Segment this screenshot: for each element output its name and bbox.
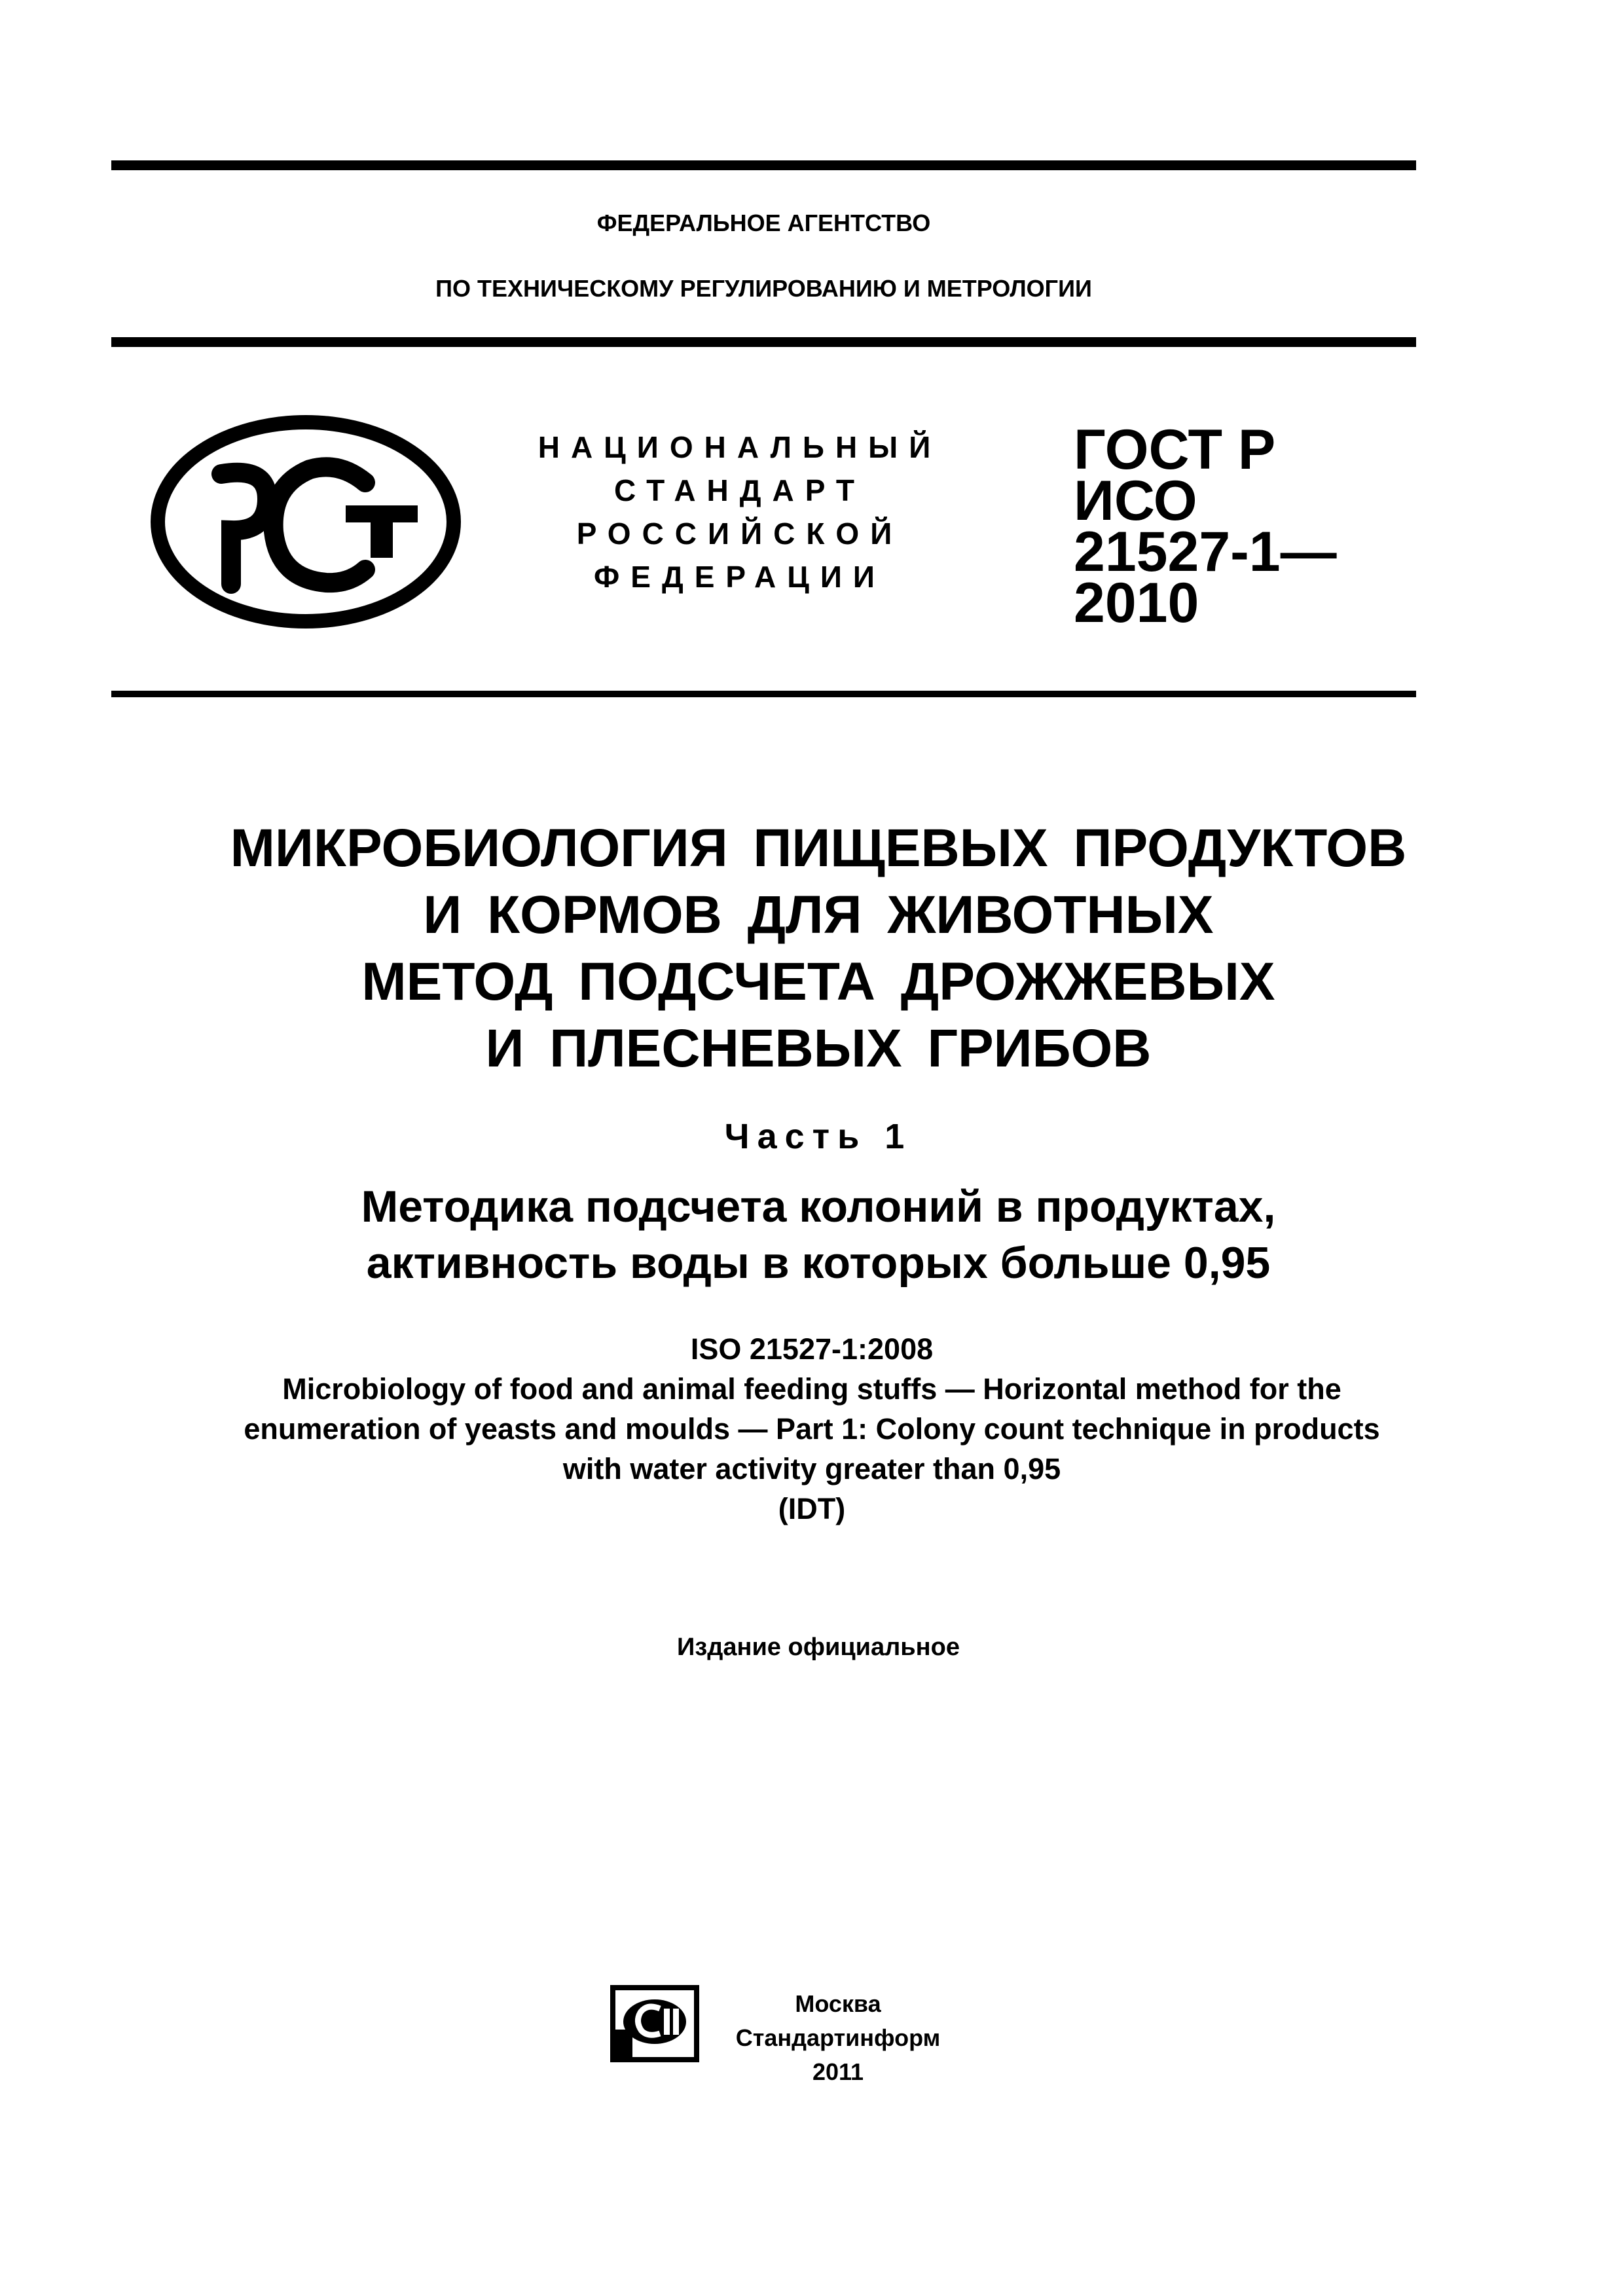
edition-note: Издание официальное [677, 1633, 960, 1661]
gost-number [1074, 418, 1414, 634]
iso-reference [98, 1329, 1525, 1529]
title-line: И КОРМОВ ДЛЯ ЖИВОТНЫХ [423, 885, 1214, 945]
agency-line-1: ФЕДЕРАЛЬНОЕ АГЕНТСТВО [596, 210, 931, 236]
national-standard-line: РОССИЙСКОЙ [576, 517, 903, 551]
publisher-city: Москва [795, 1990, 881, 2017]
national-standard-label [511, 426, 969, 598]
standartinform-logo [609, 1984, 701, 2064]
part-label: Часть 1 [724, 1117, 913, 1156]
national-standard-line: СТАНДАРТ [614, 473, 866, 507]
pct-logo [149, 414, 462, 630]
title-line: МЕТОД ПОДСЧЕТА ДРОЖЖЕВЫХ [361, 952, 1275, 1011]
document-subtitle-ru [111, 1178, 1525, 1291]
national-standard-line: ФЕДЕРАЦИИ [594, 560, 886, 594]
agency-line-2: ПО ТЕХНИЧЕСКОМУ РЕГУЛИРОВАНИЮ И МЕТРОЛОГИИ [435, 275, 1092, 302]
iso-title-line: Microbiology of food and animal feeding stuffs — Horizontal method for the [282, 1372, 1341, 1406]
publisher-year: 2011 [812, 2058, 864, 2085]
iso-title-line: with water activity greater than 0,95 [562, 1452, 1061, 1485]
subtitle-line: активность воды в которых больше 0,95 [366, 1238, 1271, 1288]
national-standard-line: НАЦИОНАЛЬНЫЙ [538, 430, 942, 464]
publisher-name: Стандартинформ [735, 2024, 941, 2051]
iso-designation: ISO 21527-1:2008 [690, 1332, 934, 1366]
subtitle-line: Методика подсчета колоний в продуктах, [361, 1182, 1276, 1231]
iso-title-line: enumeration of yeasts and moulds — Part 1: Colony count technique in products [244, 1412, 1380, 1446]
publisher-block [733, 1987, 943, 2089]
header-rule [111, 337, 1416, 347]
gost-number-line: 2010 [1074, 572, 1199, 634]
document-title-ru [111, 815, 1525, 1082]
iso-equivalence: (IDT) [778, 1492, 846, 1525]
gost-number-line: ГОСТ Р ИСО [1074, 418, 1276, 532]
title-line: И ПЛЕСНЕВЫХ ГРИБОВ [485, 1019, 1152, 1078]
top-rule [111, 160, 1416, 170]
gost-number-line: 21527-1— [1074, 520, 1337, 583]
title-line: МИКРОБИОЛОГИЯ ПИЩЕВЫХ ПРОДУКТОВ [230, 818, 1407, 878]
logo-rule [111, 691, 1416, 697]
